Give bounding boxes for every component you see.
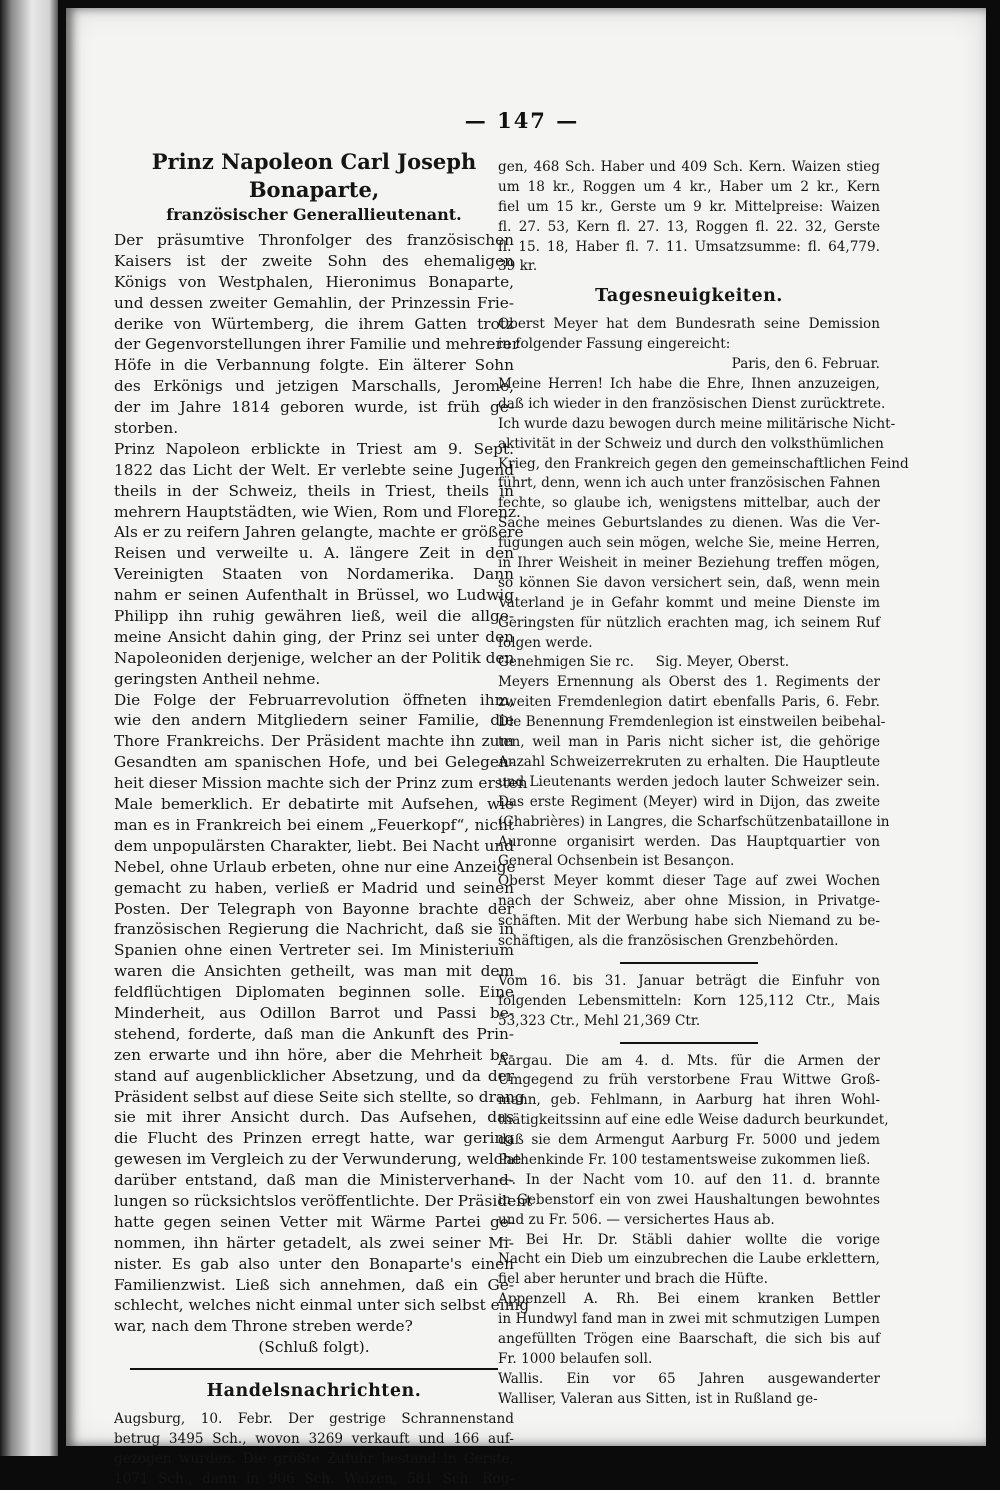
text-line: angefüllten Trögen eine Baarschaft, die sich bis auf [498, 1330, 880, 1347]
article-paragraph-2 [114, 439, 524, 690]
text-line: Nebel, ohne Urlaub erbeten, ohne nur eine Anzeige [114, 857, 516, 876]
section-divider [130, 1368, 498, 1370]
text-line: 53,323 Ctr., Mehl 21,369 Ctr. [498, 1012, 701, 1029]
text-line: nister. Es gab also unter den Bonaparte's einen [114, 1254, 514, 1273]
text-line: nommen, ihn härter getadelt, als zwei seiner Mi- [114, 1233, 514, 1252]
text-line: aktivität in der Schweiz und durch den volksthümlichen [498, 435, 884, 452]
text-line: schäftigen, als die französischen Grenzbehörden. [498, 932, 839, 949]
appenzell-paragraph [498, 1290, 880, 1370]
text-line: Anzahl Schweizerrekruten zu erhalten. Die Hauptleute [498, 753, 880, 770]
text-line: so können Sie davon versichert sein, daß, wenn mein [498, 574, 880, 591]
text-line: Reisen und verweilte u. A. längere Zeit in den [114, 544, 514, 563]
signature-line: Genehmigen Sie rc. Sig. Meyer, Oberst. [498, 654, 790, 671]
text-line: Sache meines Geburtslandes zu dienen. Was die Ver- [498, 515, 880, 532]
text-line: gezogen wurden. Die größte Zufuhr bestand in Gerste, [114, 1450, 514, 1467]
text-line: Als er zu reifern Jahren gelangte, machte er größere [114, 523, 524, 542]
text-line: und dessen zweiter Gemahlin, der Prinzessin Frie- [114, 293, 514, 312]
text-line: Kaisers ist der zweite Sohn des ehemaligen [114, 251, 514, 270]
text-line: folgen werde. [498, 634, 593, 651]
article-paragraph-3 [114, 690, 533, 1338]
text-line: heit dieser Mission machte sich der Prinz zum ersten [114, 774, 528, 793]
text-line: die Flucht des Prinzen erregt hatte, war gering [114, 1129, 514, 1148]
dateline: Paris, den 6. Februar. [731, 356, 880, 373]
text-line: und zu Fr. 506. — versichertes Haus ab. [498, 1211, 775, 1228]
text-line: nahm er seinen Aufenthalt in Brüssel, wo Ludwig [114, 586, 514, 605]
aargau-paragraph [498, 1052, 889, 1171]
text-line: Oberst Meyer kommt dieser Tage auf zwei Wochen [498, 873, 880, 890]
text-line: fechte, so glaube ich, wenigstens mittelbar, auch der [498, 495, 880, 512]
text-line: Geringsten für nützlich erachten mag, ich seinem Ruf [498, 614, 880, 631]
text-line: in Ihrer Weisheit in meiner Beziehung treffen mögen, [498, 555, 880, 572]
text-line: Krieg, den Frankreich gegen den gemeinschaftlichen Feind [498, 455, 909, 472]
resignation-letter [498, 375, 909, 653]
text-line: General Ochsenbein ist Besançon. [498, 853, 735, 870]
text-line: (Chabrières) in Langres, die Scharfschützenbataillone in [498, 813, 890, 830]
text-line: gen, 468 Sch. Haber und 409 Sch. Kern. Waizen stieg [498, 159, 880, 175]
text-line: darüber entstand, daß man die Ministerverhand- [114, 1171, 514, 1190]
text-line: mann, geb. Fehlmann, in Aarburg hat ihren Wohl- [498, 1092, 880, 1109]
text-line: Thore Frankreichs. Der Präsident machte ihn zum [114, 732, 514, 751]
text-line: Auronne organisirt werden. Das Hauptquartier von [498, 833, 880, 850]
text-line: Das erste Regiment (Meyer) wird in Dijon, das zweite [498, 793, 880, 810]
text-line: der im Jahre 1814 geboren wurde, ist früh ge- [114, 398, 514, 417]
left-page-edge [0, 0, 58, 1456]
continuation-note: (Schluß folgt). [258, 1338, 370, 1357]
text-line: und Lieutenants werden jedoch lauter Schweizer sein. [498, 773, 880, 790]
text-line: Der präsumtive Thronfolger des französischen [114, 231, 514, 249]
text-line: geringsten Antheil nehme. [114, 669, 321, 688]
appointment-paragraph [498, 673, 890, 872]
text-line: stehend, forderte, daß man die Ankunft des Prin- [114, 1024, 514, 1043]
text-line: fiel um 15 kr., Gerste um 9 kr. Mittelpreise: Waizen [498, 198, 880, 215]
text-line: Vaterland je in Gefahr kommt und meine Dienste im [498, 594, 880, 611]
trade-paragraph [114, 1410, 514, 1490]
text-line: der Gegenvorstellungen ihrer Familie und mehrerer [114, 335, 520, 354]
text-line: Königs von Westphalen, Hieronimus Bonaparte, [114, 272, 514, 291]
text-line: fl. 27. 53, Kern fl. 27. 13, Roggen fl. 22. 32, Gerste [498, 218, 880, 235]
text-line: Augsburg, 10. Febr. Der gestrige Schrannenstand [114, 1411, 514, 1428]
text-line: mehrern Hauptstädten, wie Wien, Rom und Florenz. [114, 502, 521, 521]
text-line: derike von Würtemberg, die ihrem Gatten trotz [114, 314, 514, 333]
text-line: in folgender Fassung eingereicht: [498, 336, 731, 353]
text-line: Höfe in die Verbannung folgte. Ein älterer Sohn [114, 356, 514, 375]
short-divider [620, 1042, 758, 1044]
text-line: Spanien ohne einen Vertreter sei. Im Ministerium [114, 941, 514, 960]
text-line: in Gebenstorf ein von zwei Haushaltungen bewohntes [498, 1191, 880, 1208]
text-line: zen erwarte und ihn höre, aber die Mehrheit be- [114, 1045, 514, 1064]
text-line: Prinz Napoleon erblickte in Triest am 9. Sept. [114, 439, 514, 458]
imports-paragraph [498, 972, 880, 1032]
fire-paragraph [498, 1171, 880, 1231]
text-line: Präsident selbst auf diese Seite sich stellte, so drang [114, 1087, 525, 1106]
text-line: daß ich wieder in den französischen Dienst zurücktrete. [498, 395, 886, 412]
text-line: lungen so rücksichtslos veröffentlichte. Der Präsident [114, 1191, 533, 1210]
text-line: storben. [114, 419, 179, 438]
text-line: Aargau. Die am 4. d. Mts. für die Armen der [498, 1052, 880, 1069]
news-intro [498, 315, 880, 355]
newspaper-page [66, 8, 986, 1487]
text-line: thätigkeitssinn auf eine edle Weise dadurch beurkundet, [498, 1112, 889, 1129]
text-line: schlecht, welches nicht einmal unter sich selbst einig [114, 1296, 530, 1315]
text-line: Vereinigten Staaten von Nordamerika. Dann [114, 565, 514, 584]
short-divider [620, 962, 758, 964]
text-line: Umgegend zu früh verstorbene Frau Wittwe Groß- [498, 1072, 880, 1089]
text-line: fiel aber herunter und brach die Hüfte. [498, 1271, 768, 1288]
text-line: um 18 kr., Roggen um 4 kr., Haber um 2 kr., Kern [498, 178, 880, 195]
thief-paragraph [498, 1231, 880, 1291]
article-subtitle: französischer Generallieutenant. [166, 205, 462, 224]
text-line: fl. 15. 18, Haber fl. 7. 11. Umsatzsumme: fl. 64,779. [498, 238, 880, 255]
text-line: Male bemerklich. Er debatirte mit Aufsehen, wie [114, 795, 514, 814]
trade-continuation [498, 158, 880, 277]
text-line: Vom 16. bis 31. Januar beträgt die Einfuhr von [498, 972, 880, 989]
text-line: waren die Ansichten getheilt, was man mit dem [114, 962, 514, 981]
text-line: 1822 das Licht der Welt. Er verlebte seine Jugend [114, 460, 514, 479]
text-line: hatte gegen seinen Vetter mit Wärme Partei ge- [114, 1212, 514, 1231]
text-line: sie mit ihrer Ansicht durch. Das Aufsehen, das [114, 1108, 514, 1127]
text-line: stand auf augenblicklicher Absetzung, und da der [114, 1066, 514, 1085]
text-line: Posten. Der Telegraph von Bayonne brachte der [114, 899, 514, 918]
text-line: 39 kr. [498, 258, 538, 275]
page-number: — 147 — [464, 108, 580, 133]
text-line: Oberst Meyer hat dem Bundesrath seine Demission [498, 316, 880, 333]
text-line: Napoleoniden derjenige, welcher an der Politik den [114, 648, 515, 667]
text-line: führt, denn, wenn ich auch unter französischen Fahnen [498, 475, 881, 492]
text-line: Nacht ein Dieb um einzubrechen die Laube erklettern, [498, 1251, 880, 1268]
text-line: meine Ansicht dahin ging, der Prinz sei unter den [114, 627, 514, 646]
text-line: wie den andern Mitgliedern seiner Familie, die [114, 711, 514, 730]
text-line: —. In der Nacht vom 10. auf den 11. d. brannte [498, 1171, 880, 1188]
text-line: man es in Frankreich bei einem „Feuerkopf“, nicht [114, 815, 514, 834]
text-line: Gesandten am spanischen Hofe, und bei Gelegen- [114, 753, 514, 772]
text-line: Minderheit, aus Odillon Barrot und Passi be- [114, 1003, 514, 1022]
text-line: Fr. 1000 belaufen soll. [498, 1350, 653, 1367]
text-line: ten, weil man in Paris nicht sicher ist, die gehörige [498, 734, 880, 751]
text-line: daß sie dem Armengut Aarburg Fr. 5000 und jedem [498, 1132, 880, 1149]
text-line: Walliser, Valeran aus Sitten, ist in Rußland ge- [498, 1390, 818, 1407]
text-line: Wallis. Ein vor 65 Jahren ausgewanderter [498, 1370, 880, 1387]
text-line: feldflüchtigen Diplomaten beginnen solle. Eine [114, 983, 514, 1002]
text-line: Meyers Ernennung als Oberst des 1. Regiments der [498, 674, 880, 691]
text-line: betrug 3495 Sch., wovon 3269 verkauft und 166 auf- [114, 1430, 514, 1447]
text-line: Pathenkinde Fr. 100 testamentsweise zukommen ließ. [498, 1151, 871, 1168]
text-line: Familienzwist. Ließ sich annehmen, daß ein Ge- [114, 1275, 514, 1294]
text-line: Meine Herren! Ich habe die Ehre, Ihnen anzuzeigen, [498, 376, 880, 393]
text-line: schäften. Mit der Werbung habe sich Niemand zu be- [498, 913, 880, 930]
text-line: gewesen im Vergleich zu der Verwunderung, welche [114, 1150, 522, 1169]
text-line: zweiten Fremdenlegion datirt ebenfalls Paris, 6. Febr. [498, 694, 880, 711]
text-line: Philipp ihn ruhig gewähren ließ, weil die allge- [114, 607, 514, 626]
text-line: theils in der Schweiz, theils in Triest, theils in [114, 481, 514, 500]
text-line: Die Folge der Februarrevolution öffneten ihm, [114, 690, 514, 709]
text-line: fügungen auch sein mögen, welche Sie, meine Herren, [498, 535, 880, 552]
text-line: Appenzell A. Rh. Bei einem kranken Bettler [498, 1291, 880, 1308]
text-line: 1071 Sch., dann in 906 Sch. Waizen, 581 Sch. Rog- [114, 1470, 514, 1487]
article-title: Prinz Napoleon Carl Joseph Bonaparte, [151, 149, 477, 202]
section-heading-trade: Handelsnachrichten. [206, 1381, 422, 1402]
visit-paragraph [498, 872, 880, 952]
text-line: Ich wurde dazu bewogen durch meine militärische Nicht- [498, 415, 896, 432]
wallis-paragraph [498, 1370, 880, 1410]
text-line: französischen Regierung die Nachricht, daß sie in [114, 920, 514, 939]
text-line: dem unpopulärsten Charakter, liebt. Bei Nacht und [114, 836, 514, 855]
text-line: gemacht zu haben, verließ er Madrid und seinen [114, 878, 514, 897]
section-heading-news: Tagesneuigkeiten. [595, 286, 783, 307]
text-line: nach der Schweiz, aber ohne Mission, in Privatge- [498, 893, 880, 910]
text-line: war, nach dem Throne streben werde? [114, 1317, 413, 1336]
right-column [498, 158, 909, 1410]
text-line: folgenden Lebensmitteln: Korn 125,112 Ctr., Mais [498, 992, 880, 1009]
text-line: in Hundwyl fand man in zwei mit schmutzigen Lumpen [498, 1311, 880, 1328]
text-line: des Erkönigs und jetzigen Marschalls, Jerome, [114, 377, 514, 396]
text-line: Die Benennung Fremdenlegion ist einstweilen beibehal- [498, 714, 886, 731]
text-line: — Bei Hr. Dr. Stäbli dahier wollte die vorige [498, 1231, 880, 1248]
